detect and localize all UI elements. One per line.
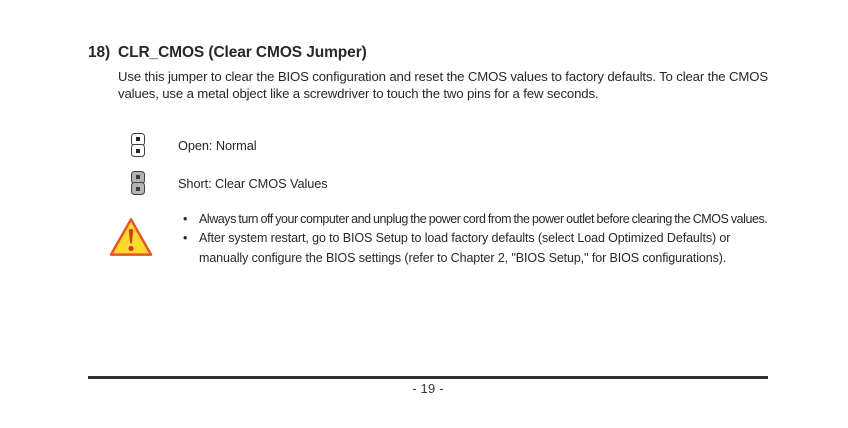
section-description: Use this jumper to clear the BIOS configuration and reset the CMOS values to factory defaults. To clear the CMOS values, use a metal object like a screwdriver to touch the two pins for a few seconds. xyxy=(118,69,768,101)
caution-item: • Always turn off your computer and unplug the power cord from the power outlet before clearing the CMOS values. xyxy=(182,210,768,229)
jumper-legend xyxy=(130,132,768,196)
page-content xyxy=(88,44,768,268)
jumper-short-icon xyxy=(130,171,145,196)
caution-block xyxy=(88,210,768,268)
caution-list xyxy=(182,210,768,268)
jumper-state-open-row xyxy=(130,132,768,158)
jumper-open-icon xyxy=(130,133,145,158)
jumper-pin xyxy=(131,144,145,157)
jumper-open-label: Open: Normal xyxy=(178,137,257,153)
jumper-short-label: Short: Clear CMOS Values xyxy=(178,175,328,191)
page-number: - 19 - xyxy=(412,381,444,396)
warning-triangle-icon xyxy=(108,216,154,263)
jumper-state-short-row xyxy=(130,170,768,196)
section-heading xyxy=(88,44,768,62)
footer-rule xyxy=(88,376,768,379)
jumper-pin xyxy=(131,182,145,195)
section-number: 18) xyxy=(88,44,111,61)
caution-item: • After system restart, go to BIOS Setup to load factory defaults (select Load Optimized Defaults) or manually configure the BIOS settings (refer to Chapter 2, "BIOS Setup," for BIOS configurations). xyxy=(182,229,768,267)
section-title: CLR_CMOS (Clear CMOS Jumper) xyxy=(118,44,367,61)
